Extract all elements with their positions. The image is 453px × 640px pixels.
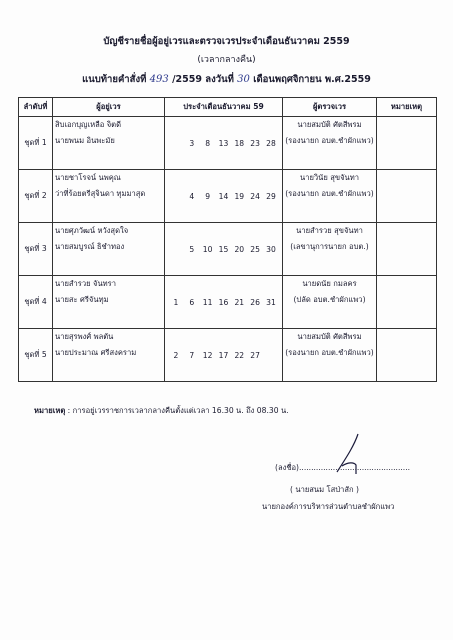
remark-cell bbox=[377, 170, 437, 223]
duty-dates bbox=[165, 170, 283, 223]
duty-date bbox=[169, 245, 183, 254]
duty-date: 5 bbox=[189, 244, 195, 254]
inspector-name: นายสมบัติ ศัตสีพรม bbox=[297, 332, 362, 341]
duty-date bbox=[169, 139, 183, 148]
duty-date: 23 bbox=[250, 138, 260, 148]
footnote-label: หมายเหตุ bbox=[34, 406, 66, 415]
duty-date: 27 bbox=[250, 350, 260, 360]
table-row bbox=[19, 117, 437, 170]
inspector-title: (รองนายก อบต.ชำผักแพว) bbox=[285, 189, 374, 198]
duty-date bbox=[169, 192, 183, 201]
header-dates: ประจำเดือนธันวาคม 59 bbox=[165, 98, 283, 117]
duty-date: 10 bbox=[202, 244, 213, 254]
duty-date: 12 bbox=[202, 350, 213, 360]
order-number: 493 bbox=[149, 74, 169, 85]
duty-date: 14 bbox=[218, 191, 229, 201]
person-name: สิบเอกบุญเหลือ จิตดี bbox=[55, 120, 122, 129]
signer-position: นายกองค์การบริหารส่วนตำบลชำผักแพว bbox=[262, 502, 395, 511]
footnote-text: : การอยู่เวรราชการเวลากลางคืนตั้งแต่เวลา 16.30 น. ถึง 08.30 น. bbox=[65, 406, 289, 415]
person-name: นายชาโรจน์ นพคุณ bbox=[55, 173, 121, 182]
inspector-title: (รองนายก อบต.ชำผักแพว) bbox=[285, 136, 374, 145]
duty-date: 22 bbox=[234, 350, 245, 360]
inspector bbox=[283, 117, 377, 170]
table-row bbox=[19, 170, 437, 223]
shift-label: ชุดที่ 2 bbox=[19, 170, 53, 223]
footnote bbox=[34, 405, 289, 417]
table-row bbox=[19, 223, 437, 276]
duty-dates bbox=[165, 276, 283, 329]
inspector-title: (ปลัด อบต.ชำผักแพว) bbox=[293, 295, 366, 304]
duty-date: 13 bbox=[218, 138, 229, 148]
duty-date: 30 bbox=[266, 244, 276, 254]
duty-date bbox=[264, 351, 278, 360]
person-name: นายสำรวย จันทรา bbox=[55, 279, 116, 288]
duty-date: 31 bbox=[266, 297, 276, 307]
document-title: บัญชีรายชื่อผู้อยู่เวรและตรวจเวรประจำเดือนธันวาคม 2559 bbox=[103, 36, 350, 47]
duty-date: 26 bbox=[250, 297, 260, 307]
duty-date: 16 bbox=[218, 297, 229, 307]
person-name: นายสมบูรณ์ ธิชำทอง bbox=[55, 242, 125, 251]
inspector-name: นายสำรวย สุขจันทา bbox=[296, 226, 363, 235]
inspector-name: นายสมบัติ ศัตสีพรม bbox=[297, 120, 362, 129]
duty-date: 15 bbox=[218, 244, 229, 254]
duty-persons bbox=[53, 329, 165, 382]
table-header-row bbox=[19, 98, 437, 117]
inspector-name: นายวินัย สุขจันทา bbox=[300, 173, 359, 182]
duty-date: 1 bbox=[173, 297, 179, 307]
duty-roster-table bbox=[18, 97, 437, 382]
header-remark: หมายเหตุ bbox=[377, 98, 437, 117]
document-subtitle: (เวลากลางคืน) bbox=[197, 55, 256, 65]
table-row bbox=[19, 276, 437, 329]
remark-cell bbox=[377, 329, 437, 382]
inspector-name: นายดนัย กมลคร bbox=[302, 279, 357, 288]
header-seq: ลำดับที่ bbox=[19, 98, 53, 117]
person-name: นายศุภวัฒน์ หวังสุดใจ bbox=[55, 226, 129, 235]
duty-date: 17 bbox=[218, 350, 229, 360]
duty-date: 11 bbox=[202, 297, 213, 307]
duty-dates bbox=[165, 329, 283, 382]
person-name: นายประมาณ ศรีสงคราม bbox=[55, 348, 137, 357]
remark-cell bbox=[377, 223, 437, 276]
order-mid: /2559 ลงวันที่ bbox=[172, 74, 234, 85]
header-duty: ผู้อยู่เวร bbox=[53, 98, 165, 117]
duty-persons bbox=[53, 276, 165, 329]
order-suffix: เดือนพฤศจิกายน พ.ศ.2559 bbox=[253, 74, 371, 85]
remark-cell bbox=[377, 276, 437, 329]
duty-date: 4 bbox=[189, 191, 195, 201]
order-prefix: แนบท้ายคำสั่งที่ bbox=[82, 74, 147, 85]
duty-date: 9 bbox=[205, 191, 211, 201]
person-name: ว่าที่ร้อยตรีสุจินดา ทุมมาสุด bbox=[55, 189, 146, 198]
shift-label: ชุดที่ 5 bbox=[19, 329, 53, 382]
duty-date: 6 bbox=[189, 297, 195, 307]
duty-persons bbox=[53, 223, 165, 276]
inspector bbox=[283, 329, 377, 382]
inspector bbox=[283, 170, 377, 223]
duty-date: 24 bbox=[250, 191, 260, 201]
inspector-title: (เลขานุการนายก อบต.) bbox=[290, 242, 369, 251]
duty-date: 21 bbox=[234, 297, 245, 307]
duty-date: 3 bbox=[189, 138, 195, 148]
signer-name: ( นายสนม โสป่าสัก ) bbox=[290, 485, 359, 494]
order-reference bbox=[0, 72, 453, 87]
duty-date: 20 bbox=[234, 244, 245, 254]
inspector bbox=[283, 276, 377, 329]
duty-date: 18 bbox=[234, 138, 245, 148]
shift-label: ชุดที่ 3 bbox=[19, 223, 53, 276]
remark-cell bbox=[377, 117, 437, 170]
shift-label: ชุดที่ 4 bbox=[19, 276, 53, 329]
duty-date: 29 bbox=[266, 191, 276, 201]
duty-persons bbox=[53, 170, 165, 223]
signature-line: (ลงชื่อ).............................................. bbox=[275, 463, 411, 472]
duty-dates bbox=[165, 223, 283, 276]
person-name: นายพนม อินพะมัย bbox=[55, 136, 115, 145]
duty-date: 2 bbox=[173, 350, 179, 360]
order-day: 30 bbox=[237, 74, 250, 85]
duty-date: 19 bbox=[234, 191, 245, 201]
duty-date: 25 bbox=[250, 244, 260, 254]
inspector-title: (รองนายก อบต.ชำผักแพว) bbox=[285, 348, 374, 357]
shift-label: ชุดที่ 1 bbox=[19, 117, 53, 170]
inspector bbox=[283, 223, 377, 276]
duty-date: 28 bbox=[266, 138, 276, 148]
person-name: นายสุรพงศ์ พลตัน bbox=[55, 332, 114, 341]
person-name: นายสะ ศรีจันทุม bbox=[55, 295, 109, 304]
header-inspector: ผู้ตรวจเวร bbox=[283, 98, 377, 117]
duty-date: 8 bbox=[205, 138, 211, 148]
duty-persons bbox=[53, 117, 165, 170]
table-row bbox=[19, 329, 437, 382]
duty-date: 7 bbox=[189, 350, 195, 360]
duty-dates bbox=[165, 117, 283, 170]
